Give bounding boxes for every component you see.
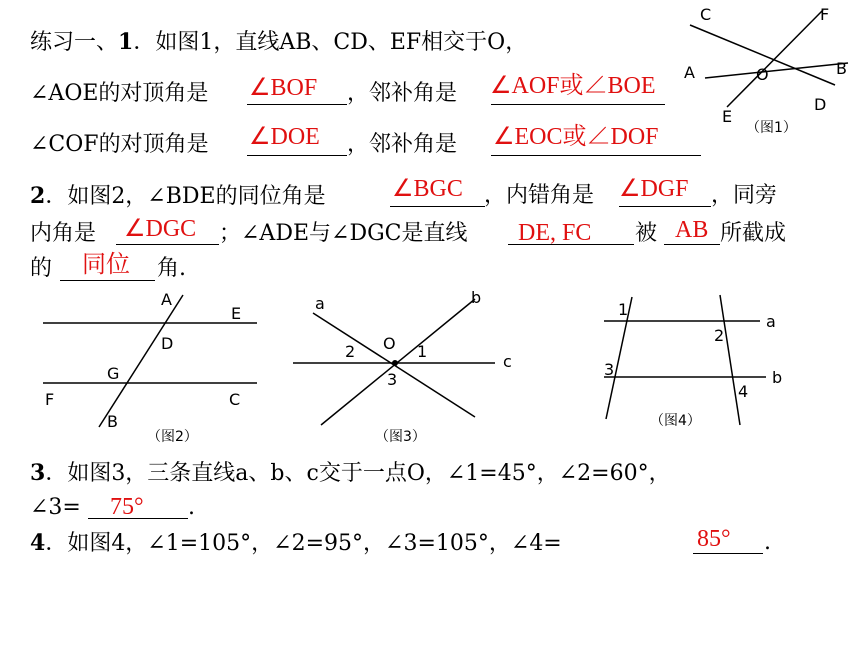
fig1-label-c: C bbox=[700, 5, 712, 24]
fig3-label-o: O bbox=[383, 334, 396, 353]
q2-l2-mid: ；∠ADE与∠DGC是直线 bbox=[219, 221, 468, 246]
q1-answer-adjacent-aoe: ∠AOF或∠BOE bbox=[490, 73, 656, 99]
q1-answer-vertical-cof: ∠DOE bbox=[249, 124, 320, 150]
fig3-label-3: 3 bbox=[387, 370, 398, 389]
q1-l2-mid: ，邻补角是 bbox=[347, 81, 458, 106]
fig3-label-b: b bbox=[471, 288, 482, 307]
fig4-label-2: 2 bbox=[714, 326, 725, 345]
fig2-label-g: G bbox=[107, 364, 120, 383]
q2-answer-transversal: AB bbox=[675, 217, 709, 243]
fig3-label-a: a bbox=[315, 294, 325, 313]
q2-l2-mid2: 被 bbox=[635, 221, 658, 246]
q2-l1-blank-1 bbox=[390, 206, 485, 207]
fig1-label-a: A bbox=[684, 63, 695, 82]
q1-l2-blank-1 bbox=[247, 104, 347, 105]
fig1-label-d: D bbox=[814, 95, 827, 114]
q1-number: 1 bbox=[118, 29, 134, 55]
q1-line-1 bbox=[30, 27, 527, 58]
q2-l1-prefix: ．如图2，∠BDE的同位角是 bbox=[45, 184, 326, 209]
fig1-label-o: O bbox=[756, 65, 769, 84]
fig2-caption: （图2） bbox=[147, 429, 198, 445]
fig3-label-2: 2 bbox=[345, 342, 356, 361]
fig1-caption: （图1） bbox=[746, 120, 797, 136]
figure-1 bbox=[680, 0, 860, 150]
q2-line-1 bbox=[30, 181, 326, 212]
q2-answer-lines: DE, FC bbox=[518, 220, 592, 246]
q1-l3-mid: ，邻补角是 bbox=[347, 132, 458, 157]
figure-4 bbox=[590, 285, 800, 450]
q2-l3-post: 角. bbox=[157, 256, 186, 281]
fig1-label-b: B bbox=[836, 59, 847, 78]
q2-line-3 bbox=[30, 254, 52, 284]
fig3-caption: （图3） bbox=[375, 429, 426, 445]
fig3-label-1: 1 bbox=[417, 342, 428, 361]
q1-l3-prefix: ∠COF的对顶角是 bbox=[30, 132, 209, 157]
fig2-label-a: A bbox=[161, 290, 172, 309]
fig4-label-3: 3 bbox=[604, 360, 615, 379]
q3-line-1 bbox=[30, 458, 671, 489]
fig4-label-4: 4 bbox=[738, 382, 749, 401]
q2-l1-post: ，同旁 bbox=[711, 183, 778, 208]
figure-2 bbox=[35, 285, 265, 450]
q1-stem: ．如图1，直线AB、CD、EF相交于O， bbox=[133, 30, 528, 55]
fig2-label-d: D bbox=[161, 334, 174, 353]
fig4-caption: （图4） bbox=[650, 413, 701, 429]
q3-l2-prefix: ∠3= bbox=[30, 495, 81, 520]
q2-l3-blank bbox=[60, 280, 155, 281]
q1-l2-prefix: ∠AOE的对顶角是 bbox=[30, 81, 209, 106]
q2-l1-blank-2 bbox=[619, 206, 711, 207]
q2-l3-prefix: 的 bbox=[30, 256, 53, 281]
q2-l2-blank-3 bbox=[664, 244, 720, 245]
q2-number: 2 bbox=[30, 183, 46, 209]
q1-l3-blank-2 bbox=[491, 155, 701, 156]
q2-answer-interior: ∠DGC bbox=[124, 216, 197, 242]
q4-line bbox=[30, 528, 562, 559]
fig1-label-f: F bbox=[820, 5, 830, 24]
q3-line-2 bbox=[30, 493, 81, 523]
q2-l2-post: 所截成 bbox=[720, 221, 787, 246]
q2-l1-mid: ，内错角是 bbox=[484, 183, 595, 208]
fig1-label-e: E bbox=[722, 107, 733, 126]
q1-l2-blank-2 bbox=[491, 104, 665, 105]
q3-answer: 75° bbox=[110, 494, 144, 520]
q4-stem: ．如图4，∠1=105°，∠2=95°，∠3=105°，∠4= bbox=[45, 531, 562, 556]
fig2-label-f: F bbox=[45, 390, 55, 409]
q2-answer-type: 同位 bbox=[82, 252, 130, 278]
q4-number: 4 bbox=[30, 530, 46, 556]
q4-blank bbox=[693, 553, 763, 554]
q1-line-2 bbox=[30, 79, 208, 109]
q2-line-2 bbox=[30, 219, 96, 249]
fig4-label-a: a bbox=[766, 312, 776, 331]
q3-stem: ．如图3，三条直线a、b、c交于一点O，∠1=45°，∠2=60°， bbox=[45, 461, 671, 486]
q4-answer: 85° bbox=[697, 526, 731, 552]
figure-3 bbox=[285, 285, 525, 450]
q3-number: 3 bbox=[30, 460, 46, 486]
q3-post: . bbox=[188, 495, 195, 520]
q2-answer-corresponding: ∠BGC bbox=[392, 176, 463, 202]
fig3-label-c: c bbox=[503, 352, 512, 371]
fig2-label-b: B bbox=[107, 412, 118, 431]
q2-answer-alternate: ∠DGF bbox=[619, 176, 689, 202]
q1-answer-adjacent-cof: ∠EOC或∠DOF bbox=[493, 124, 659, 150]
q4-post: . bbox=[764, 530, 771, 555]
q2-l2-prefix: 内角是 bbox=[30, 221, 97, 246]
q2-l2-blank-1 bbox=[116, 244, 219, 245]
q1-line-3 bbox=[30, 130, 209, 160]
q1-prefix: 练习一、 bbox=[30, 30, 119, 55]
fig2-label-e: E bbox=[231, 304, 242, 323]
fig2-label-c: C bbox=[229, 390, 241, 409]
q1-l3-blank-1 bbox=[247, 155, 347, 156]
fig4-label-1: 1 bbox=[618, 300, 629, 319]
fig4-label-b: b bbox=[772, 368, 783, 387]
q1-answer-vertical-aoe: ∠BOF bbox=[249, 75, 318, 101]
